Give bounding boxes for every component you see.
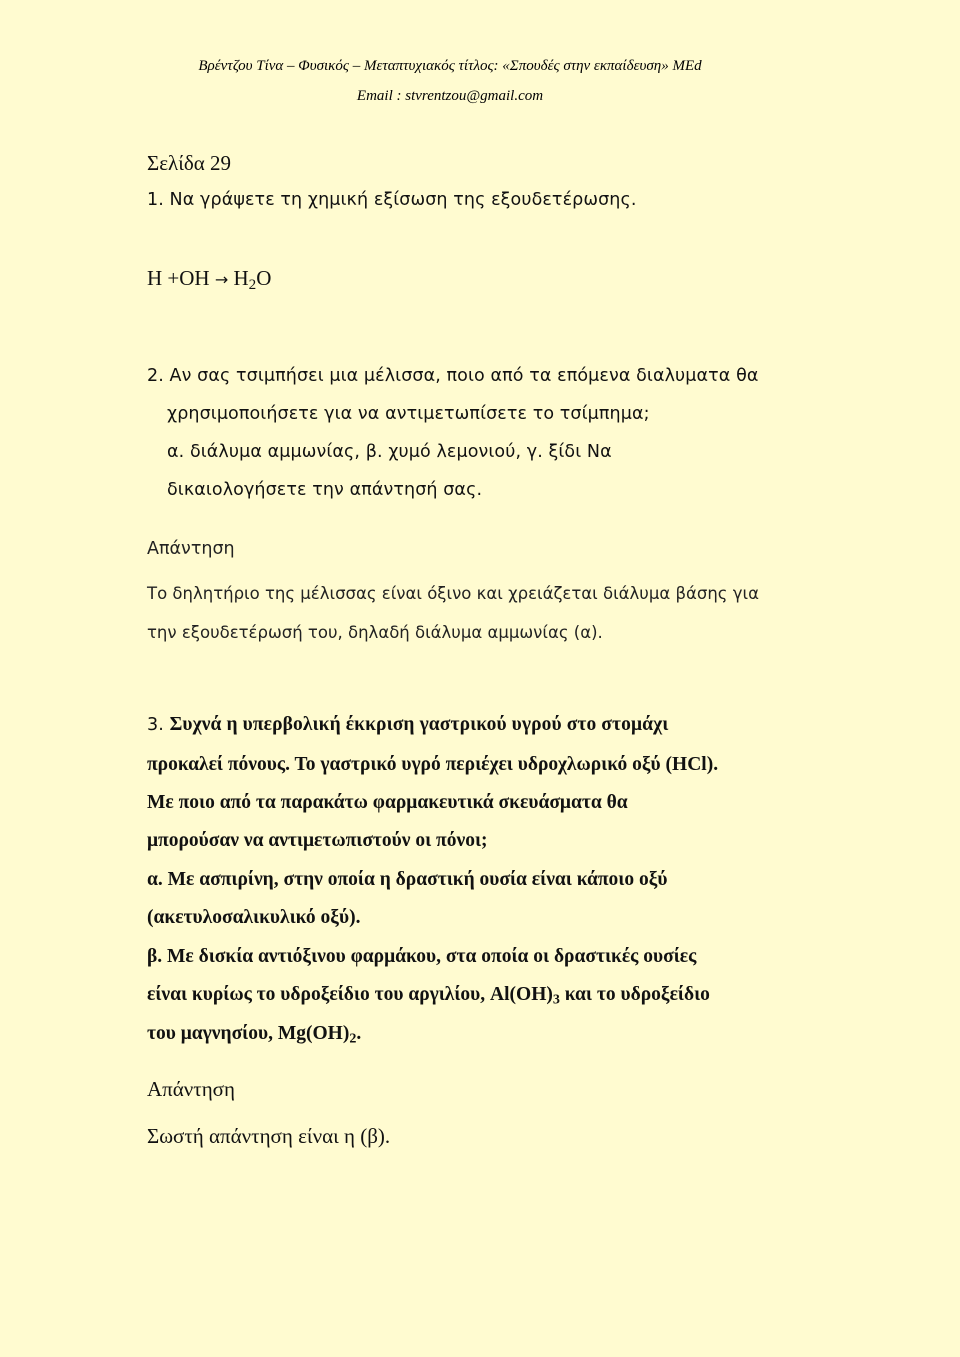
answer-2-label: Απάντηση	[147, 539, 235, 559]
question-3-line-6: (ακετυλοσαλικυλικό οξύ).	[147, 907, 361, 928]
question-3-line-8-sub: 3	[552, 991, 560, 1008]
answer-3-text: Σωστή απάντηση είναι η (β).	[147, 1124, 391, 1148]
page-label: Σελίδα 29	[147, 151, 232, 175]
arrow-icon: →	[214, 270, 229, 289]
answer-2-line-1: Το δηλητήριο της μέλισσας είναι όξινο και χρειάζεται διάλυμα βάσης για	[147, 584, 759, 603]
question-3-line-4: μπορούσαν να αντιμετωπιστούν οι πόνοι;	[147, 830, 488, 851]
question-3-line-3: Με ποιο από τα παρακάτω φαρμακευτικά σκευάσματα θα	[147, 792, 628, 813]
question-3-line-9-b: .	[356, 1023, 362, 1044]
question-3-line-7: β. Με δισκία αντιόξινου φαρμάκου, στα οποία οι δραστικές ουσίες	[147, 946, 697, 967]
question-3-line-8	[147, 984, 710, 1006]
question-3-line-5: α. Με ασπιρίνη, στην οποία η δραστική ουσία είναι κάποιο οξύ	[147, 869, 668, 890]
question-2-line-4: δικαιολογήσετε την απάντησή σας.	[167, 480, 483, 500]
question-2-line-3: α. διάλυμα αμμωνίας, β. χυμό λεμονιού, γ. ξίδι Να	[167, 442, 612, 462]
question-3-line-9-a: του μαγνησίου, Mg(OH)	[147, 1023, 350, 1044]
equation-subscript: 2	[248, 276, 257, 293]
question-3-line-1	[147, 714, 668, 736]
equation-left: H +OH	[147, 266, 210, 290]
question-3-line-2: προκαλεί πόνους. Το γαστρικό υγρό περιέχει υδροχλωρικό οξύ (HCl).	[147, 754, 719, 775]
equation-o: O	[256, 266, 272, 290]
equation-h: H	[233, 266, 249, 290]
question-3-line-8-b: και το υδροξείδιο	[559, 984, 710, 1005]
question-1: 1. Να γράψετε τη χημική εξίσωση της εξουδετέρωσης.	[147, 190, 637, 210]
question-3-line-9-sub: 2	[349, 1030, 357, 1047]
question-3-line-9	[147, 1023, 361, 1045]
header-title: Βρέντζου Τίνα – Φυσικός – Μεταπτυχιακός τίτλος: «Σπουδές στην εκπαίδευση» MEd	[198, 58, 702, 74]
question-2-line-1: 2. Αν σας τσιμπήσει μια μέλισσα, ποιο από τα επόμενα διαλυματα θα	[147, 366, 759, 386]
equation	[147, 266, 271, 291]
question-2-line-2: χρησιμοποιήσετε για να αντιμετωπίσετε το τσίμπημα;	[167, 404, 650, 424]
answer-3-label: Απάντηση	[147, 1077, 235, 1101]
question-3-line-8-a: είναι κυρίως το υδροξείδιο του αργιλίου, Al(OH)	[147, 984, 553, 1005]
question-3-number: 3.	[147, 715, 170, 735]
header-email: Email : stvrentzou@gmail.com	[356, 88, 544, 104]
answer-2-line-2: την εξουδετέρωσή του, δηλαδή διάλυμα αμμωνίας (α).	[147, 623, 603, 642]
question-3-text: Συχνά η υπερβολική έκκριση γαστρικού υγρού στο στομάχι	[169, 714, 669, 735]
